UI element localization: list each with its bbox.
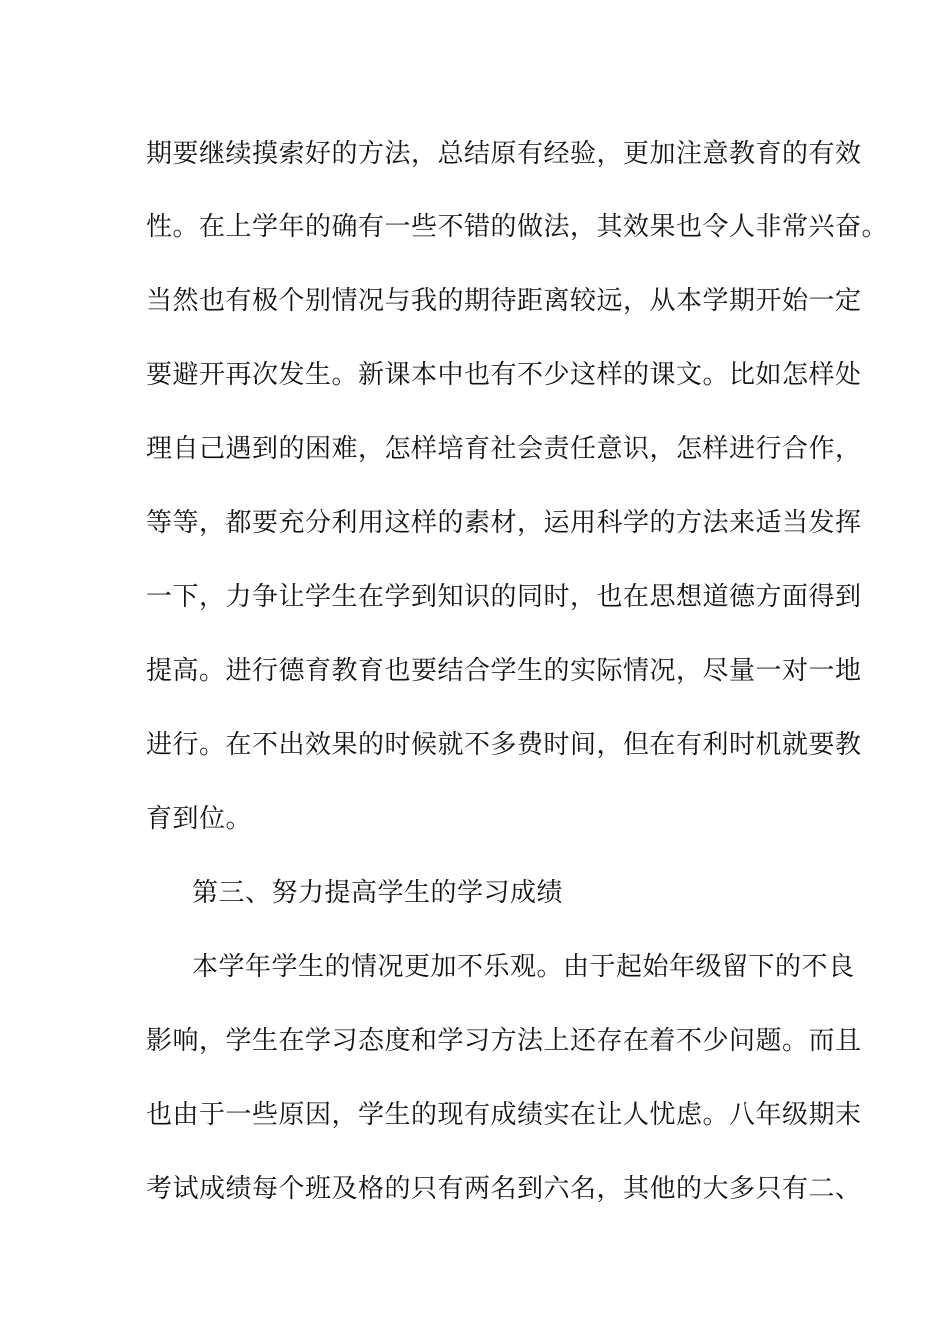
paragraph-line: 育到位。 [146,804,253,834]
paragraph-line: 等等，都要充分利用这样的素材，运用科学的方法来适当发挥 [146,508,862,538]
paragraph-line: 一下，力争让学生在学到知识的同时，也在思想道德方面得到 [146,582,862,612]
paragraph-line: 影响，学生在学习态度和学习方法上还存在着不少问题。而且 [146,1026,862,1056]
paragraph-line: 提高。进行德育教育也要结合学生的实际情况，尽量一对一地 [146,656,862,686]
section-heading: 第三、努力提高学生的学习成绩 [192,878,564,908]
paragraph-line: 理自己遇到的困难，怎样培育社会责任意识，怎样进行合作， [146,434,862,464]
paragraph-line: 要避开再次发生。新课本中也有不少这样的课文。比如怎样处 [146,360,862,390]
paragraph-line: 本学年学生的情况更加不乐观。由于起始年级留下的不良 [192,952,855,982]
paragraph-line: 期要继续摸索好的方法，总结原有经验，更加注意教育的有效 [146,139,862,169]
paragraph-line: 也由于一些原因，学生的现有成绩实在让人忧虑。八年级期末 [146,1100,862,1130]
paragraph-line: 考试成绩每个班及格的只有两名到六名，其他的大多只有二、 [146,1174,862,1204]
paragraph-line: 当然也有极个别情况与我的期待距离较远，从本学期开始一定 [146,286,862,316]
paragraph-line: 进行。在不出效果的时候就不多费时间，但在有利时机就要教 [146,730,862,760]
paragraph-line: 性。在上学年的确有一些不错的做法，其效果也令人非常兴奋。 [146,212,889,242]
